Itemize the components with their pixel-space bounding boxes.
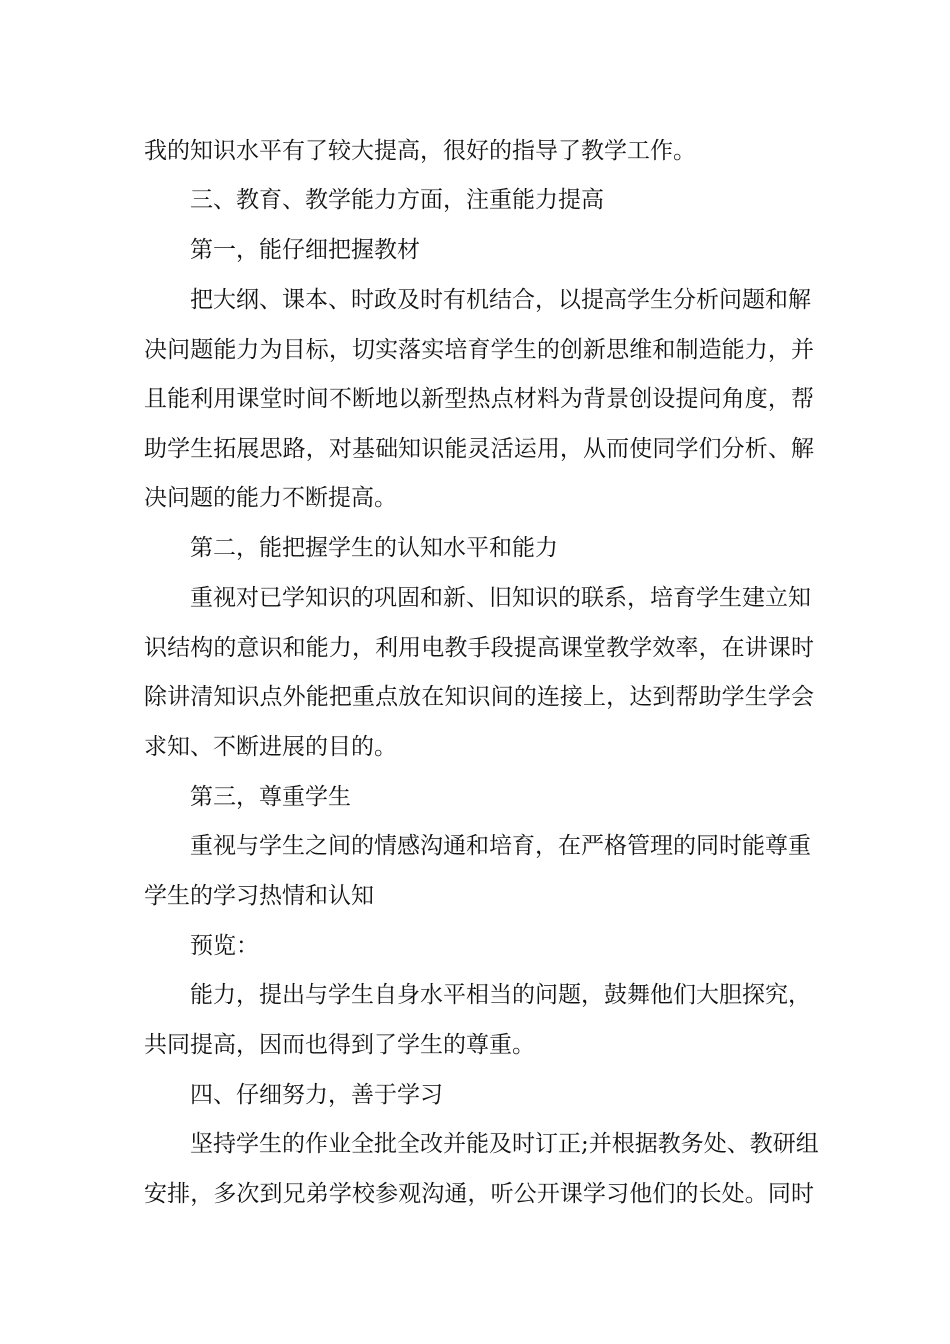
- subsection-heading: 第二，能把握学生的认知水平和能力: [190, 535, 558, 561]
- paragraph-line: 重视与学生之间的情感沟通和培育，在严格管理的同时能尊重: [190, 833, 811, 859]
- paragraph-line: 共同提高，因而也得到了学生的尊重。: [144, 1032, 535, 1058]
- paragraph-line: 能力，提出与学生自身水平相当的问题，鼓舞他们大胆探究，: [190, 982, 811, 1008]
- paragraph-line: 决问题能力为目标，切实落实培育学生的创新思维和制造能力，并: [144, 337, 814, 363]
- preview-label: 预览：: [190, 933, 259, 959]
- subsection-heading: 第一，能仔细把握教材: [190, 237, 420, 263]
- section-heading: 四、仔细努力，善于学习: [190, 1082, 443, 1108]
- subsection-heading: 第三，尊重学生: [190, 784, 351, 810]
- paragraph-line: 学生的学习热情和认知: [144, 883, 374, 909]
- section-heading: 三、教育、教学能力方面，注重能力提高: [190, 187, 604, 213]
- paragraph-line: 把大纲、课本、时政及时有机结合，以提高学生分析问题和解: [190, 287, 811, 313]
- paragraph-line: 且能利用课堂时间不断地以新型热点材料为背景创设提问角度，帮: [144, 386, 814, 412]
- paragraph-line: 决问题的能力不断提高。: [144, 485, 397, 511]
- paragraph-line: 坚持学生的作业全批全改并能及时订正;并根据教务处、教研组: [190, 1131, 819, 1157]
- paragraph-line: 重视对已学知识的巩固和新、旧知识的联系，培育学生建立知: [190, 585, 811, 611]
- paragraph-line: 我的知识水平有了较大提高，很好的指导了教学工作。: [144, 138, 696, 164]
- paragraph-line: 安排，多次到兄弟学校参观沟通，听公开课学习他们的长处。同时: [144, 1181, 814, 1207]
- paragraph-line: 识结构的意识和能力，利用电教手段提高课堂教学效率，在讲课时: [144, 635, 814, 661]
- paragraph-line: 助学生拓展思路，对基础知识能灵活运用，从而使同学们分析、解: [144, 436, 814, 462]
- paragraph-line: 求知、不断进展的目的。: [144, 734, 397, 760]
- paragraph-line: 除讲清知识点外能把重点放在知识间的连接上，达到帮助学生学会: [144, 684, 814, 710]
